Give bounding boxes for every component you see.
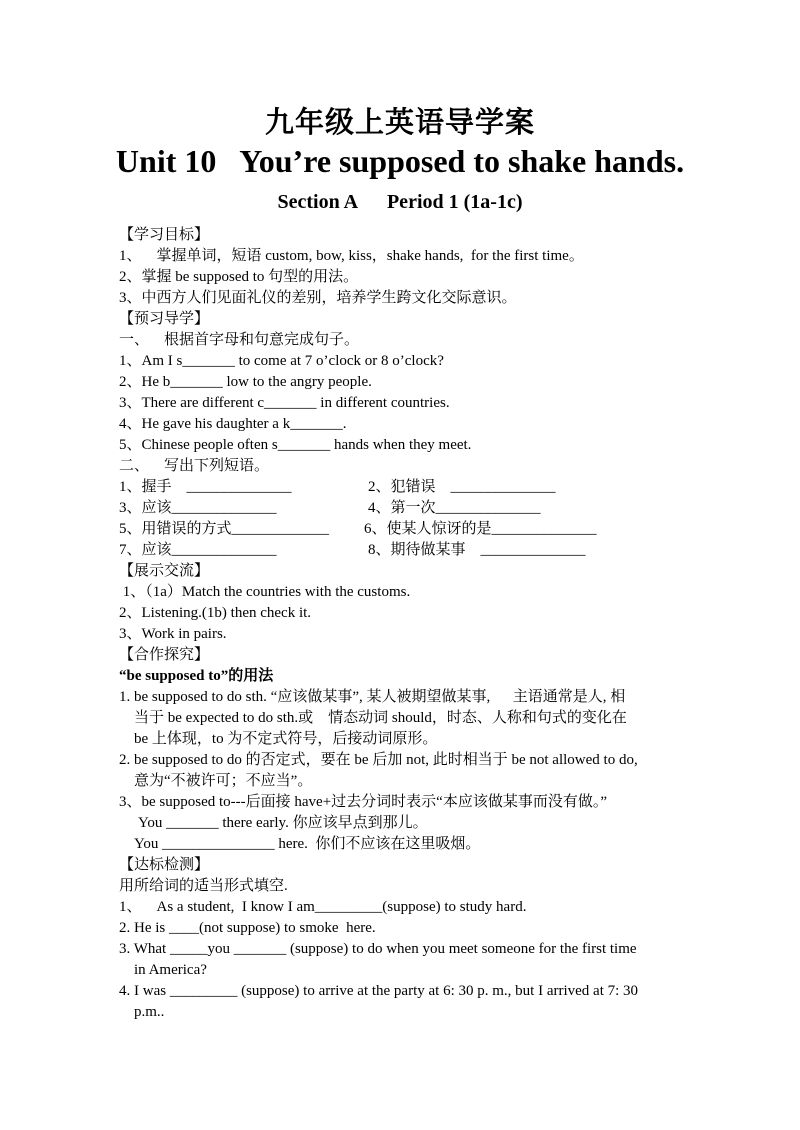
- explore-subheading: “be supposed to”的用法: [119, 668, 274, 684]
- explore-example: You _______________ here. 你们不应该在这里吸烟。: [134, 836, 481, 852]
- section-title: Section A Period 1 (1a-1c): [277, 191, 523, 213]
- check-question: 4. I was _________ (suppose) to arrive at the party at 6: 30 p. m., but I arrived at 7: 30: [119, 983, 639, 999]
- phrase-item: 5、用错误的方式_____________: [119, 521, 330, 537]
- page-title-chinese: 九年级上英语导学案: [264, 105, 535, 139]
- objectives-heading: 【学习目标】: [119, 227, 210, 243]
- explore-example: You _______ there early. 你应该早点到那儿。: [138, 815, 428, 831]
- explore-line: 当于 be expected to do sth.或 情态动词 should，时态、人称和句式的变化在: [134, 710, 627, 726]
- phrase-item: 2、犯错误 ______________: [368, 479, 556, 495]
- phrase-item: 4、第一次______________: [368, 500, 541, 516]
- fill-sentence: 5、Chinese people often s_______ hands when they meet.: [119, 437, 472, 453]
- phrase-item: 8、期待做某事 ______________: [368, 542, 586, 558]
- explore-line: 1. be supposed to do sth. “应该做某事”, 某人被期望做某事, 主语通常是人, 相: [119, 689, 626, 705]
- phrase-item: 1、握手 ______________: [119, 479, 292, 495]
- check-instruction: 用所给词的适当形式填空.: [119, 878, 288, 894]
- check-question-cont: in America?: [134, 962, 207, 978]
- explore-line: be 上体现，to 为不定式符号，后接动词原形。: [134, 731, 438, 747]
- unit-title: Unit 10 You’re supposed to shake hands.: [115, 143, 685, 179]
- objective-item: 1、 掌握单词，短语 custom, bow, kiss，shake hands, for the first time。: [119, 248, 584, 264]
- show-item: 3、Work in pairs.: [119, 626, 227, 642]
- check-heading: 【达标检测】: [119, 857, 210, 873]
- objective-item: 3、中西方人们见面礼仪的差别，培养学生跨文化交际意识。: [119, 290, 517, 306]
- preview-part2-title: 二、 写出下列短语。: [119, 458, 270, 474]
- check-question: 1、 As a student, I know I am_________(suppose) to study hard.: [119, 899, 527, 915]
- phrase-item: 3、应该______________: [119, 500, 277, 516]
- explore-heading: 【合作探究】: [119, 647, 210, 663]
- check-question: 2. He is ____(not suppose) to smoke here.: [119, 920, 376, 936]
- phrase-item: 6、使某人惊讶的是______________: [364, 521, 597, 537]
- explore-line: 意为“不被许可；不应当”。: [134, 773, 313, 789]
- show-heading: 【展示交流】: [119, 563, 210, 579]
- check-question-cont: p.m..: [134, 1004, 165, 1020]
- explore-line: 3、be supposed to---后面接 have+过去分词时表示“本应该做某事而没有做。”: [119, 794, 607, 810]
- fill-sentence: 1、Am I s_______ to come at 7 o’clock or 8 o’clock?: [119, 353, 444, 369]
- objective-item: 2、掌握 be supposed to 句型的用法。: [119, 269, 359, 285]
- show-item: 2、Listening.(1b) then check it.: [119, 605, 312, 621]
- fill-sentence: 3、There are different c_______ in different countries.: [119, 395, 450, 411]
- check-question: 3. What _____you _______ (suppose) to do when you meet someone for the first time: [119, 941, 637, 957]
- preview-heading: 【预习导学】: [119, 311, 210, 327]
- fill-sentence: 2、He b_______ low to the angry people.: [119, 374, 372, 390]
- preview-part1-title: 一、 根据首字母和句意完成句子。: [119, 332, 360, 348]
- explore-line: 2. be supposed to do 的否定式，要在 be 后加 not, 此时相当于 be not allowed to do,: [119, 752, 638, 768]
- fill-sentence: 4、He gave his daughter a k_______.: [119, 416, 347, 432]
- phrase-item: 7、应该______________: [119, 542, 277, 558]
- show-item: 1、（1a）Match the countries with the customs.: [119, 584, 411, 600]
